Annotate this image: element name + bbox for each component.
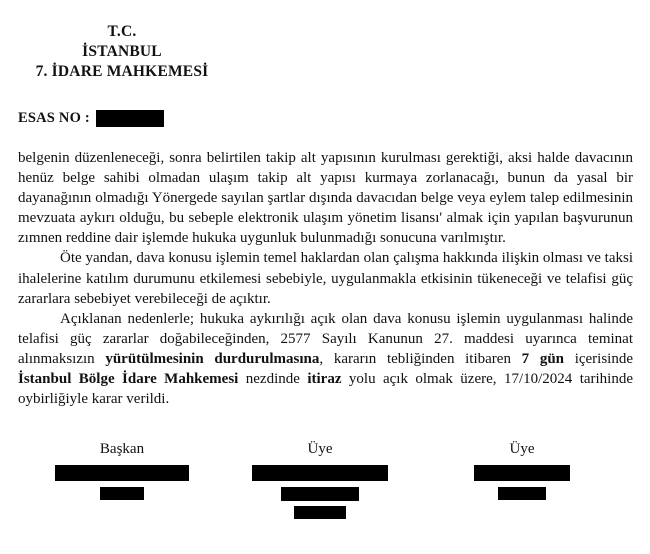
court-header-line-city: İSTANBUL — [82, 43, 162, 60]
signature-redaction-bar — [294, 506, 346, 519]
document-body — [18, 148, 633, 409]
signature-title-uye-1: Üye — [307, 441, 333, 457]
signature-title-uye-2: Üye — [509, 441, 535, 457]
signature-redactions-uye-2 — [474, 465, 570, 500]
signature-redaction-bar — [55, 465, 189, 481]
signature-group-uye-1 — [252, 440, 388, 519]
court-header-line-court: 7. İDARE MAHKEMESİ — [35, 63, 209, 80]
court-header — [0, 22, 244, 82]
signature-redaction-bar — [281, 487, 359, 501]
case-number-label: ESAS NO : — [18, 110, 90, 126]
signature-redactions-uye-1 — [252, 465, 388, 519]
case-number-redaction-bar — [96, 110, 164, 127]
signature-redaction-bar — [252, 465, 388, 481]
signature-redaction-bar — [474, 465, 570, 481]
signature-redaction-bar — [100, 487, 144, 500]
signature-title-baskan: Başkan — [99, 441, 145, 457]
case-number-row — [18, 110, 164, 127]
signature-group-uye-2 — [474, 440, 570, 500]
paragraph-3: Açıklanan nedenlerle; hukuka aykırılığı açık olan dava konusu işlemin uygulanması halinde telafisi güç zararlar doğabileceğinden, 2577 Sayılı Kanunun 27. maddesi uyarınca teminat alınmaksızın yürütülmesinin durdurulmasına, kararın tebliğinden itibaren 7 gün içerisinde İstanbul Bölge İdare Mahkemesi nezdinde itiraz yolu açık olmak üzere, 17/10/2024 tarihinde oybirliğiyle karar verildi. — [18, 310, 634, 408]
paragraph-2: Öte yandan, dava konusu işlemin temel haklardan olan çalışma hakkında ilişkin olması ve taksi ihalelerine katılım durumunu etkilemesi sebebiyle, uygulanmakla etkisinin tükeneceği ve telafisi güç zararlara sebebiyet verebileceği de açıktır. — [18, 250, 633, 307]
signature-redaction-bar — [498, 487, 546, 500]
signature-redactions-baskan — [55, 465, 189, 500]
court-header-line-country: T.C. — [107, 23, 137, 40]
signature-group-baskan — [55, 440, 189, 500]
signature-block — [0, 440, 650, 554]
paragraph-1: belgenin düzenleneceği, sonra belirtilen takip alt yapısının kurulması gerektiği, aksi halde davacının henüz belge sahibi olmadan ulaşım takip alt yapısı kurmaya zorlanacağı, bunun da yasal bir dayanağının olmadığı Yönergede sayılan şartlar dışında davacıdan belge veya eylem talep edilmesinin mevzuata aykırı olduğu, bu sebeple elektronik ulaşım yönetim lisansı' almak için yapılan başvurunun zımnen reddine dair işlemde hukuka uygunluk bulunmadığı sonucuna varılmıştır. — [18, 150, 633, 247]
